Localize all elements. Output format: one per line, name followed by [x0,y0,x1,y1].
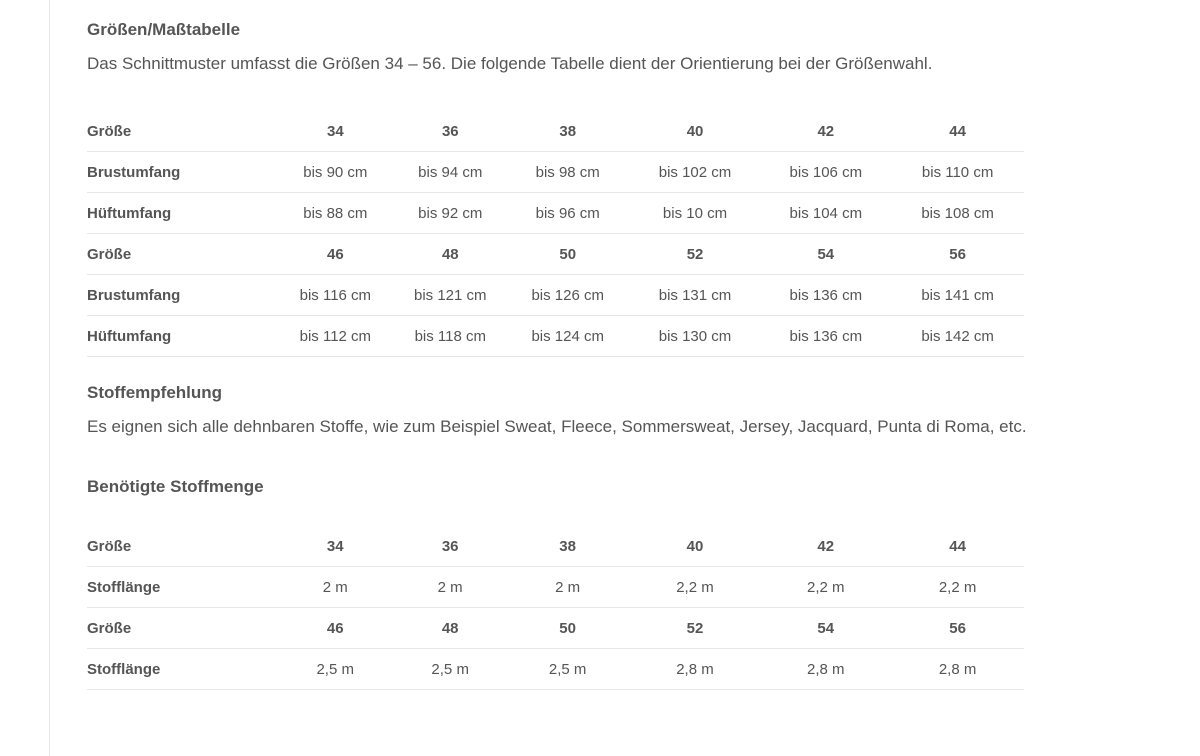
table-row [87,275,1024,316]
size-cell: 50 [506,608,630,649]
content-left-border [49,0,50,756]
size-row [87,111,1024,152]
table-cell: bis 116 cm [276,275,395,316]
table-row [87,193,1024,234]
table-cell: bis 104 cm [760,193,891,234]
table-cell: bis 131 cm [630,275,761,316]
size-cell: 54 [760,608,891,649]
size-cell: 40 [630,111,761,152]
table-cell: 2,8 m [760,649,891,690]
size-row [87,526,1024,567]
size-cell: 34 [276,111,395,152]
size-cell: 44 [891,526,1024,567]
size-row [87,608,1024,649]
table-cell: bis 110 cm [891,152,1024,193]
sizes-description: Das Schnittmuster umfasst die Größen 34 – 56. Die folgende Tabelle dient der Orientierung bei der Größenwahl. [87,54,933,73]
size-cell: 56 [891,608,1024,649]
row-label: Stofflänge [87,649,276,690]
size-cell: 34 [276,526,395,567]
table-cell: bis 10 cm [630,193,761,234]
table-cell: 2,2 m [760,567,891,608]
table-cell: 2 m [506,567,630,608]
size-cell: 44 [891,111,1024,152]
table-cell: bis 136 cm [760,275,891,316]
size-cell: 46 [276,608,395,649]
table-cell: 2 m [276,567,395,608]
row-label: Brustumfang [87,275,276,316]
table-row [87,152,1024,193]
size-cell: 50 [506,234,630,275]
row-label: Hüftumfang [87,316,276,357]
table-cell: bis 96 cm [506,193,630,234]
table-cell: bis 124 cm [506,316,630,357]
fabric-description: Es eignen sich alle dehnbaren Stoffe, wie zum Beispiel Sweat, Fleece, Sommersweat, Jersey, Jacquard, Punta di Roma, etc. [87,417,1027,436]
table-cell: bis 121 cm [395,275,506,316]
size-cell: 48 [395,608,506,649]
size-cell: 54 [760,234,891,275]
size-cell: 56 [891,234,1024,275]
table-cell: bis 141 cm [891,275,1024,316]
fabric-amount-table [87,526,1024,690]
size-cell: 38 [506,111,630,152]
table-cell: 2,2 m [630,567,761,608]
size-row [87,234,1024,275]
table-row [87,567,1024,608]
size-cell: 36 [395,111,506,152]
table-cell: 2,5 m [395,649,506,690]
row-label: Hüftumfang [87,193,276,234]
size-cell: 46 [276,234,395,275]
table-cell: bis 102 cm [630,152,761,193]
table-row [87,649,1024,690]
table-cell: bis 142 cm [891,316,1024,357]
table-cell: 2 m [395,567,506,608]
table-cell: bis 130 cm [630,316,761,357]
table-cell: bis 108 cm [891,193,1024,234]
row-label: Größe [87,526,276,567]
table-cell: 2,2 m [891,567,1024,608]
table-cell: bis 94 cm [395,152,506,193]
size-cell: 52 [630,608,761,649]
size-cell: 38 [506,526,630,567]
size-cell: 48 [395,234,506,275]
table-cell: bis 126 cm [506,275,630,316]
content-area [87,18,1027,690]
table-cell: 2,5 m [276,649,395,690]
table-cell: bis 88 cm [276,193,395,234]
table-cell: 2,5 m [506,649,630,690]
size-cell: 40 [630,526,761,567]
table-cell: bis 90 cm [276,152,395,193]
size-cell: 52 [630,234,761,275]
table-row [87,316,1024,357]
table-cell: bis 98 cm [506,152,630,193]
table-cell: bis 136 cm [760,316,891,357]
table-cell: bis 118 cm [395,316,506,357]
row-label: Größe [87,608,276,649]
table-cell: bis 106 cm [760,152,891,193]
fabric-heading: Stoffempfehlung [87,383,223,402]
size-cell: 36 [395,526,506,567]
row-label: Brustumfang [87,152,276,193]
row-label: Stofflänge [87,567,276,608]
size-table [87,111,1024,357]
table-cell: 2,8 m [891,649,1024,690]
table-cell: bis 92 cm [395,193,506,234]
table-cell: bis 112 cm [276,316,395,357]
size-cell: 42 [760,111,891,152]
size-cell: 42 [760,526,891,567]
fabric-amount-heading: Benötigte Stoffmenge [87,477,264,496]
sizes-heading: Größen/Maßtabelle [87,20,241,39]
row-label: Größe [87,111,276,152]
row-label: Größe [87,234,276,275]
table-cell: 2,8 m [630,649,761,690]
